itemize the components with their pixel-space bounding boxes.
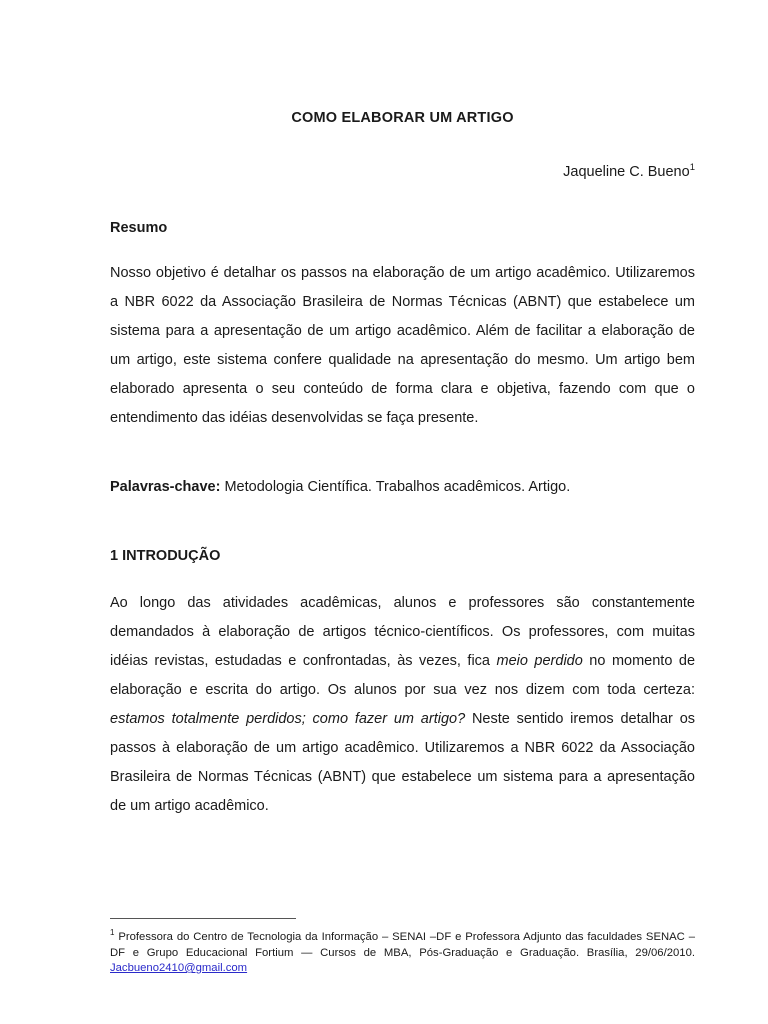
intro-text-part-3: Neste sentido iremos detalhar os passos à elaboração de um artigo acadêmico. Utilizaremos a NBR 6022 da Associação Brasileira de Normas Técnicas (ABNT) que estabelece um sistema para a apresentação de um artigo acadêmico. [110, 711, 696, 814]
abstract-paragraph: Nosso objetivo é detalhar os passos na elaboração de um artigo acadêmico. Utilizaremos a NBR 6022 da Associação Brasileira de Normas Técnicas (ABNT) que estabelece um sistema para a apresentação de um artigo acadêmico. Além de facilitar a elaboração de um artigo, este sistema confere qualidade na apresentação do mesmo. Um artigo bem elaborado apresenta o seu conteúdo de forma clara e objetiva, fazendo com que o entendimento das idéias desenvolvidas se faça presente. [110, 265, 695, 426]
author-name: Jaqueline C. Bueno [563, 164, 690, 180]
footnote-body-text: Professora do Centro de Tecnologia da Informação – SENAI –DF e Professora Adjunto das faculdades SENAC – DF e Grupo Educacional Fortium — Cursos de MBA, Pós-Graduação e Graduação. Brasília, 29/06/2010. [110, 931, 695, 959]
email-link[interactable]: Jacbueno2410@gmail.com [110, 962, 248, 974]
keywords-value: Metodologia Científica. Trabalhos acadêmicos. Artigo. [220, 478, 571, 495]
introduction-heading: 1 INTRODUÇÃO [110, 548, 221, 564]
introduction-paragraph [110, 564, 695, 821]
author-footnote-marker: 1 [689, 162, 695, 174]
document-body [110, 0, 695, 821]
intro-text-part-1: Ao longo das atividades acadêmicas, alunos e professores são constantemente demandados à elaboração de artigos técnico-científicos. Os professores, com muitas idéias revistas, estudadas e confrontadas, às vezes, fica [110, 595, 695, 669]
intro-emphasis-quote: estamos totalmente perdidos; como fazer um artigo? [110, 711, 466, 727]
keywords-line [110, 448, 695, 502]
author-byline [110, 126, 695, 180]
footnote-separator-rule [110, 918, 296, 919]
intro-text-part-2: no momento de elaboração e escrita do artigo. Os alunos por sua vez nos dizem com toda certeza: [110, 653, 696, 698]
footnote-marker: 1 [110, 928, 115, 938]
page-title: COMO ELABORAR UM ARTIGO [291, 110, 514, 126]
footnote-entry [110, 930, 695, 977]
footnote-section [110, 918, 695, 977]
keywords-label: Palavras-chave: [110, 478, 221, 495]
intro-emphasis-meio-perdido: meio perdido [496, 653, 583, 669]
abstract-heading: Resumo [110, 220, 168, 236]
